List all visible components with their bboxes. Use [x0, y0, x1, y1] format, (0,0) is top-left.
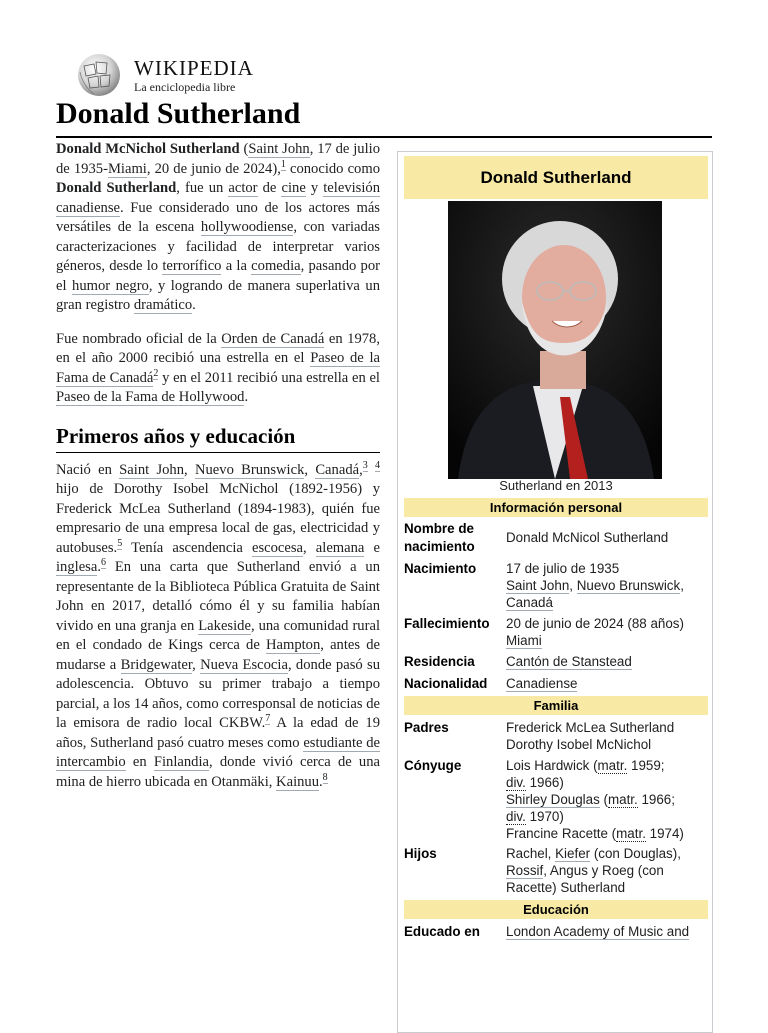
infobox: [397, 151, 713, 1033]
link-terrorifico[interactable]: terrorífico: [162, 258, 222, 274]
link-nuevo-brunswick[interactable]: Nuevo Brunswick: [194, 461, 305, 478]
text: ,: [303, 539, 316, 556]
link-rossif[interactable]: Rossif: [506, 863, 544, 878]
link-canada[interactable]: Canadá: [315, 461, 360, 478]
link-residencia[interactable]: Cantón de Stanstead: [506, 654, 632, 669]
link-cine[interactable]: cine: [281, 180, 306, 196]
link-hampton[interactable]: Hampton: [265, 637, 321, 653]
text: , fue un: [176, 180, 229, 196]
text: e: [364, 539, 380, 556]
intro-name-bold-2: Donald Sutherland: [56, 180, 177, 196]
text: en: [125, 754, 154, 770]
link-inglesa[interactable]: inglesa: [56, 559, 98, 575]
row-nacionalidad: [404, 675, 708, 693]
row-hijos: [404, 845, 708, 896]
value-hijos: [506, 845, 706, 896]
birth-date: 17 de julio de 1935: [506, 561, 620, 576]
reference-6[interactable]: 6: [101, 557, 106, 569]
link-paseo-fama-hollywood[interactable]: Paseo de la Fama de Hollywood: [56, 389, 245, 405]
value-nombre-nacimiento: Donald McNicol Sutherland: [506, 530, 669, 545]
link-london-academy[interactable]: London Academy of Music and: [506, 924, 690, 939]
row-residencia: [404, 653, 708, 671]
link-nacionalidad[interactable]: Canadiense: [506, 676, 578, 691]
label-padres: Padres: [404, 720, 449, 735]
spouse-3: Francine Racette (: [506, 826, 617, 841]
text: ,: [569, 578, 577, 593]
abbr-matr: matr.: [597, 758, 628, 773]
link-humor-negro[interactable]: humor negro: [72, 277, 149, 294]
wikipedia-tagline: La enciclopedia libre: [134, 80, 236, 94]
text: en 1978, en el año 2000 recibió una estrella en el: [56, 330, 380, 366]
page-title: Donald Sutherland: [56, 94, 712, 138]
parent-father: Frederick McLea Sutherland: [506, 720, 675, 735]
link-saint-john-2[interactable]: Saint John: [119, 461, 185, 478]
label-hijos: Hijos: [404, 846, 437, 861]
text: , y logrando de manera superlativa un gran registro: [56, 277, 380, 313]
label-nombre-nacimiento: Nombre de nacimiento: [404, 521, 475, 554]
reference-2[interactable]: 2: [153, 367, 159, 379]
label-nacionalidad: Nacionalidad: [404, 676, 488, 691]
text: y: [305, 180, 324, 196]
text: 1966;: [637, 792, 675, 807]
text: conocido como: [285, 160, 380, 177]
text: .: [192, 297, 196, 313]
text: , antes de mudarse a: [56, 637, 380, 673]
text: (con Douglas),: [590, 846, 681, 861]
section-familia: Familia: [404, 696, 708, 715]
text: a la: [221, 258, 252, 274]
link-orden-de-canada[interactable]: Orden de Canadá: [221, 330, 325, 347]
section-educacion: Educación: [404, 900, 708, 919]
abbr-div-2: div.: [506, 809, 526, 824]
portrait-photo[interactable]: [448, 201, 662, 479]
label-residencia: Residencia: [404, 654, 475, 669]
text: .: [319, 773, 323, 790]
link-paseo-fama-canada[interactable]: Paseo de la Fama de Canadá: [56, 350, 381, 386]
link-kainuu[interactable]: Kainuu: [276, 773, 320, 790]
text: , pasando por el: [56, 258, 380, 294]
row-educado-en: [404, 923, 708, 941]
value-padres: [506, 719, 706, 753]
link-shirley-douglas[interactable]: Shirley Douglas: [506, 792, 600, 807]
text: .: [97, 559, 101, 575]
link-lakeside[interactable]: Lakeside: [198, 617, 251, 634]
row-nombre-nacimiento: [404, 520, 708, 556]
link-escocesa[interactable]: escocesa: [251, 539, 304, 556]
link-miami[interactable]: Miami: [107, 160, 147, 177]
text: ,: [184, 461, 195, 478]
abbr-div: div.: [506, 775, 526, 790]
text: ,: [359, 461, 363, 478]
text: de: [257, 180, 282, 196]
text: , donde vivió cerca de una mina de hierro ubicada en Otanmäki,: [56, 754, 380, 790]
section-heading-primeros-anos: Primeros años y educación: [56, 422, 380, 453]
intro-paragraph-2: [56, 330, 380, 408]
text: ,: [680, 578, 684, 593]
label-nacimiento: Nacimiento: [404, 561, 477, 576]
text: Nació en: [56, 461, 120, 478]
link-birth-saint-john[interactable]: Saint John: [506, 578, 570, 593]
text: 1970): [525, 809, 564, 824]
label-educado-en: Educado en: [404, 924, 480, 939]
link-nueva-escocia[interactable]: Nueva Escocia: [200, 656, 288, 673]
label-conyuge: Cónyuge: [404, 758, 462, 773]
text: .: [244, 389, 249, 405]
row-nacimiento: [404, 560, 708, 611]
text: 1966): [525, 775, 564, 790]
link-finlandia[interactable]: Finlandia: [153, 754, 210, 770]
text: . Fue considerado uno de los actores más versátiles de la escena: [56, 199, 380, 235]
text: Fue nombrado oficial de la: [56, 330, 222, 347]
value-nacimiento: [506, 560, 706, 611]
row-conyuge: [404, 757, 708, 842]
link-kiefer[interactable]: Kiefer: [555, 846, 591, 861]
text: , con variadas caracterizaciones y facilidad de interpretar varios géneros, desde lo: [56, 219, 380, 274]
photo-caption: Sutherland en 2013: [499, 478, 613, 493]
text: En una carta que Sutherland envió a un representante de la Biblioteca Pública Gratuita de Saint John en 2017, detalló cómo él y su familia habían vivido en una granja en: [56, 559, 380, 634]
wikipedia-wordmark: WIKIPEDIA: [134, 56, 254, 80]
link-birth-nuevo-brunswick[interactable]: Nuevo Brunswick: [576, 578, 681, 593]
intro-name-bold: Donald McNichol Sutherland: [56, 141, 240, 157]
reference-1[interactable]: 1: [280, 158, 286, 170]
link-television[interactable]: televisión: [323, 180, 380, 196]
link-canadiense[interactable]: canadiense: [56, 199, 121, 216]
reference-4[interactable]: 4: [375, 459, 381, 471]
text: Tenía ascendencia: [122, 539, 252, 556]
link-saint-john[interactable]: Saint John: [248, 141, 310, 157]
abbr-matr-2: matr.: [607, 792, 638, 807]
wikipedia-logo[interactable]: [74, 52, 274, 98]
text: hijo de Dorothy Isobel McNichol (1892-1956) y Frederick McLea Sutherland (1894-1983), quién fue empresario de una empresa local de gas, electricidad y autobuses.: [56, 481, 380, 556]
link-estudiante-intercambio[interactable]: estudiante de intercambio: [56, 734, 380, 770]
abbr-matr-3: matr.: [616, 826, 646, 841]
text: y en el 2011 recibió una estrella en el: [158, 369, 380, 386]
link-comedia[interactable]: comedia: [251, 258, 301, 274]
row-padres: [404, 719, 708, 753]
parent-mother: Dorothy Isobel McNichol: [506, 737, 652, 752]
reference-8[interactable]: 8: [322, 771, 328, 783]
text: , Angus y Roeg (con Racette) Sutherland: [506, 863, 664, 895]
link-bridgewater[interactable]: Bridgewater: [120, 656, 193, 673]
section1-paragraph: [56, 461, 380, 793]
text: ,: [192, 656, 201, 673]
label-fallecimiento: Fallecimiento: [404, 616, 490, 631]
death-date: 20 de junio de 2024 (88 años): [506, 616, 684, 631]
text: , donde pasó su adolescencia. Obtuvo su primer trabajo a tiempo parcial, a los 14 años, como corresponsal de noticias de la emisora de radio local CKBW.: [56, 656, 380, 731]
text: , 20 de junio de 2024),: [146, 160, 281, 177]
reference-3[interactable]: 3: [362, 459, 368, 471]
spouse-1: Lois Hardwick (: [506, 758, 598, 773]
article-body: [56, 140, 380, 806]
text: A la edad de 19 años, Sutherland pasó cuatro meses como: [56, 715, 380, 751]
reference-5[interactable]: 5: [117, 537, 123, 549]
link-hollywoodiense[interactable]: hollywoodiense: [200, 219, 294, 235]
text: , una comunidad rural en el condado de Kings cerca de: [56, 617, 380, 653]
link-alemana[interactable]: alemana: [315, 539, 365, 556]
infobox-title: Donald Sutherland: [404, 156, 708, 199]
intro-paragraph-1: [56, 140, 380, 316]
text: , 17 de julio de 1935-: [56, 141, 380, 177]
text: (: [599, 792, 608, 807]
text: (: [239, 141, 249, 157]
link-dramatico[interactable]: dramático: [133, 297, 193, 313]
link-actor[interactable]: actor: [228, 180, 258, 196]
link-birth-canada[interactable]: Canadá: [506, 595, 553, 610]
text: 1974): [645, 826, 684, 841]
value-conyuge: [506, 757, 706, 842]
text: 1959;: [627, 758, 665, 773]
link-death-miami[interactable]: Miami: [506, 633, 542, 648]
text: Rachel,: [506, 846, 556, 861]
value-fallecimiento: [506, 615, 706, 649]
row-fallecimiento: [404, 615, 708, 649]
section-informacion-personal: Información personal: [404, 498, 708, 517]
wikipedia-globe-icon: [74, 52, 124, 98]
reference-7[interactable]: 7: [265, 713, 271, 725]
text: ,: [304, 461, 316, 478]
